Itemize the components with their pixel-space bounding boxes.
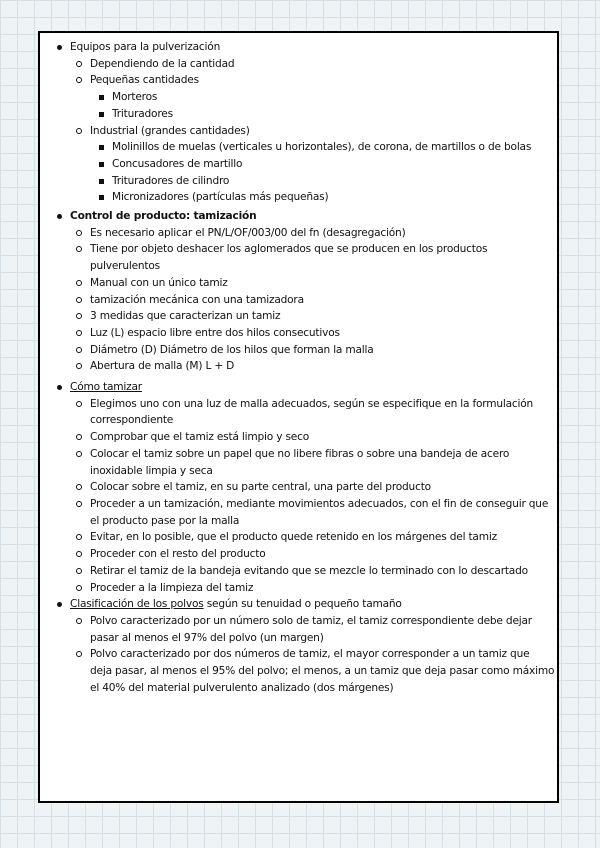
circle-bullet-icon — [76, 230, 82, 236]
list-item-continuation: pulverulentos — [90, 260, 160, 273]
list-item: Evitar, en lo posible, que el producto quede retenido en los márgenes del tamiz — [54, 529, 549, 546]
list-item-continuation: correspondiente — [90, 414, 174, 427]
list-item: Proceder con el resto del producto — [54, 546, 549, 563]
list-subitem: Trituradores — [54, 106, 549, 123]
section-heading: Cómo tamizar — [54, 379, 549, 396]
bullet-icon — [57, 385, 62, 390]
section-como-tamizar — [54, 379, 549, 596]
list-item: Elegimos uno con una luz de malla adecuados, según se especifique en la formulación — [54, 396, 549, 413]
circle-bullet-icon — [76, 401, 82, 407]
circle-bullet-icon — [76, 61, 82, 67]
circle-bullet-icon — [76, 313, 82, 319]
circle-bullet-icon — [76, 651, 82, 657]
list-item: Proceder a un tamización, mediante movimientos adecuados, con el fin de conseguir que — [54, 496, 549, 513]
circle-bullet-icon — [76, 297, 82, 303]
circle-bullet-icon — [76, 451, 82, 457]
list-item: Pequeñas cantidades — [54, 72, 549, 89]
square-bullet-icon — [99, 112, 104, 117]
circle-bullet-icon — [76, 280, 82, 286]
list-item-continuation: el producto pase por la malla — [90, 514, 240, 527]
circle-bullet-icon — [76, 501, 82, 507]
list-item: Industrial (grandes cantidades) — [54, 123, 549, 140]
square-bullet-icon — [99, 145, 104, 150]
circle-bullet-icon — [76, 330, 82, 336]
bullet-icon — [57, 45, 62, 50]
list-item: Manual con un único tamiz — [54, 275, 549, 292]
list-item: Polvo caracterizado por un número solo de tamiz, el tamiz correspondiente debe dejar — [54, 613, 549, 630]
list-item-continuation: el 40% del material pulverulento analizado (dos márgenes) — [90, 681, 394, 694]
list-item-continuation: deja pasar, al menos el 95% del polvo; el menos, a un tamiz que deja pasar como máximo — [90, 665, 555, 678]
circle-bullet-icon — [76, 77, 82, 83]
section-heading: Clasificación de los polvos según su tenuidad o pequeño tamaño — [54, 596, 549, 613]
bullet-icon — [57, 214, 62, 219]
section-clasificacion-polvos — [54, 596, 555, 696]
list-subitem: Micronizadores (partículas más pequeñas) — [54, 189, 549, 206]
list-item: Abertura de malla (M) L + D — [54, 358, 549, 375]
list-item: Proceder a la limpieza del tamiz — [54, 580, 549, 597]
circle-bullet-icon — [76, 347, 82, 353]
square-bullet-icon — [99, 162, 104, 167]
list-item: Tiene por objeto deshacer los aglomerados que se producen en los productos — [54, 241, 549, 258]
list-item: Colocar sobre el tamiz, en su parte central, una parte del producto — [54, 479, 549, 496]
notes-page — [38, 31, 559, 803]
list-item: Es necesario aplicar el PN/L/OF/003/00 del fn (desagregación) — [54, 225, 549, 242]
bullet-icon — [57, 602, 62, 607]
square-bullet-icon — [99, 179, 104, 184]
circle-bullet-icon — [76, 618, 82, 624]
square-bullet-icon — [99, 195, 104, 200]
square-bullet-icon — [99, 95, 104, 100]
list-item-continuation: pasar al menos el 97% del polvo (un margen) — [90, 631, 324, 644]
circle-bullet-icon — [76, 551, 82, 557]
section-tamizacion — [54, 208, 549, 375]
circle-bullet-icon — [76, 534, 82, 540]
circle-bullet-icon — [76, 246, 82, 252]
circle-bullet-icon — [76, 484, 82, 490]
circle-bullet-icon — [76, 128, 82, 134]
section-heading: Equipos para la pulverización — [54, 39, 549, 56]
list-item: Retirar el tamiz de la bandeja evitando que se mezcle lo terminado con lo descartado — [54, 563, 549, 580]
section-pulverizacion — [54, 39, 549, 206]
list-item: Dependiendo de la cantidad — [54, 56, 549, 73]
list-item: 3 medidas que caracterizan un tamiz — [54, 308, 549, 325]
list-item: Diámetro (D) Diámetro de los hilos que forman la malla — [54, 342, 549, 359]
list-item-continuation: inoxidable limpia y seca — [90, 464, 213, 477]
list-subitem: Morteros — [54, 89, 549, 106]
section-heading: Control de producto: tamización — [54, 208, 549, 225]
list-subitem: Trituradores de cilindro — [54, 173, 549, 190]
list-item: Luz (L) espacio libre entre dos hilos consecutivos — [54, 325, 549, 342]
circle-bullet-icon — [76, 434, 82, 440]
list-item: tamización mecánica con una tamizadora — [54, 292, 549, 309]
list-item: Comprobar que el tamiz está limpio y seco — [54, 429, 549, 446]
list-item: Colocar el tamiz sobre un papel que no libere fibras o sobre una bandeja de acero — [54, 446, 549, 463]
list-item: Polvo caracterizado por dos números de tamiz, el mayor corresponder a un tamiz que — [54, 646, 549, 663]
circle-bullet-icon — [76, 363, 82, 369]
circle-bullet-icon — [76, 568, 82, 574]
list-subitem: Molinillos de muelas (verticales u horizontales), de corona, de martillos o de bolas — [54, 139, 549, 156]
circle-bullet-icon — [76, 585, 82, 591]
list-subitem: Concusadores de martillo — [54, 156, 549, 173]
